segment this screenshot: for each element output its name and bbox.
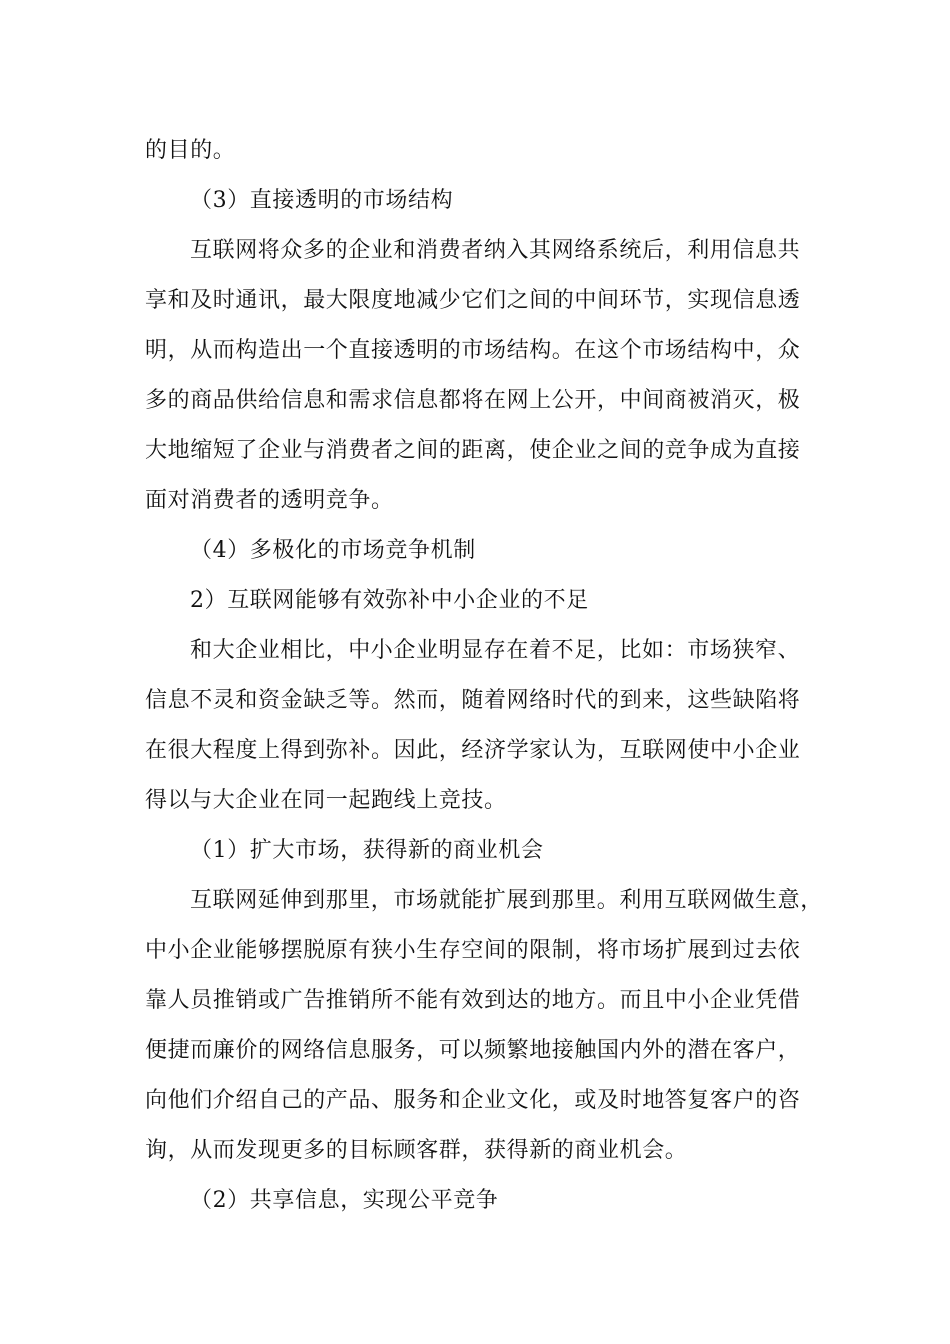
paragraph-line: 在很大程度上得到弥补。因此，经济学家认为，互联网使中小企业 [145,738,801,763]
paragraph-line: 互联网将众多的企业和消费者纳入其网络系统后，利用信息共 [190,238,801,263]
section-heading: 2）互联网能够有效弥补中小企业的不足 [190,588,589,613]
paragraph-line: 得以与大企业在同一起跑线上竞技。 [145,788,507,813]
paragraph-line: 面对消费者的透明竞争。 [145,488,394,513]
paragraph-line: 便捷而廉价的网络信息服务，可以频繁地接触国内外的潜在客户， [145,1038,801,1063]
section-heading: （4）多极化的市场竞争机制 [190,538,476,563]
paragraph-line: 向他们介绍自己的产品、服务和企业文化，或及时地答复客户的咨 [145,1088,801,1113]
paragraph-line: 享和及时通讯，最大限度地减少它们之间的中间环节，实现信息透 [145,288,801,313]
paragraph-line: 互联网延伸到那里，市场就能扩展到那里。利用互联网做生意， [190,888,823,913]
paragraph-line: 询，从而发现更多的目标顾客群，获得新的商业机会。 [145,1138,688,1163]
paragraph-line: 多的商品供给信息和需求信息都将在网上公开，中间商被消灭，极 [145,388,801,413]
text-line: 的目的。 [145,138,236,163]
paragraph-line: 大地缩短了企业与消费者之间的距离，使企业之间的竞争成为直接 [145,438,801,463]
paragraph-line: 信息不灵和资金缺乏等。然而，随着网络时代的到来，这些缺陷将 [145,688,801,713]
paragraph-line: 靠人员推销或广告推销所不能有效到达的地方。而且中小企业凭借 [145,988,801,1013]
section-heading: （2）共享信息，实现公平竞争 [190,1188,499,1213]
paragraph-line: 明，从而构造出一个直接透明的市场结构。在这个市场结构中，众 [145,338,801,363]
section-heading: （3）直接透明的市场结构 [190,188,454,213]
section-heading: （1）扩大市场，获得新的商业机会 [190,838,544,863]
paragraph-line: 中小企业能够摆脱原有狭小生存空间的限制，将市场扩展到过去依 [145,938,801,963]
paragraph-line: 和大企业相比，中小企业明显存在着不足，比如：市场狭窄、 [190,638,801,663]
